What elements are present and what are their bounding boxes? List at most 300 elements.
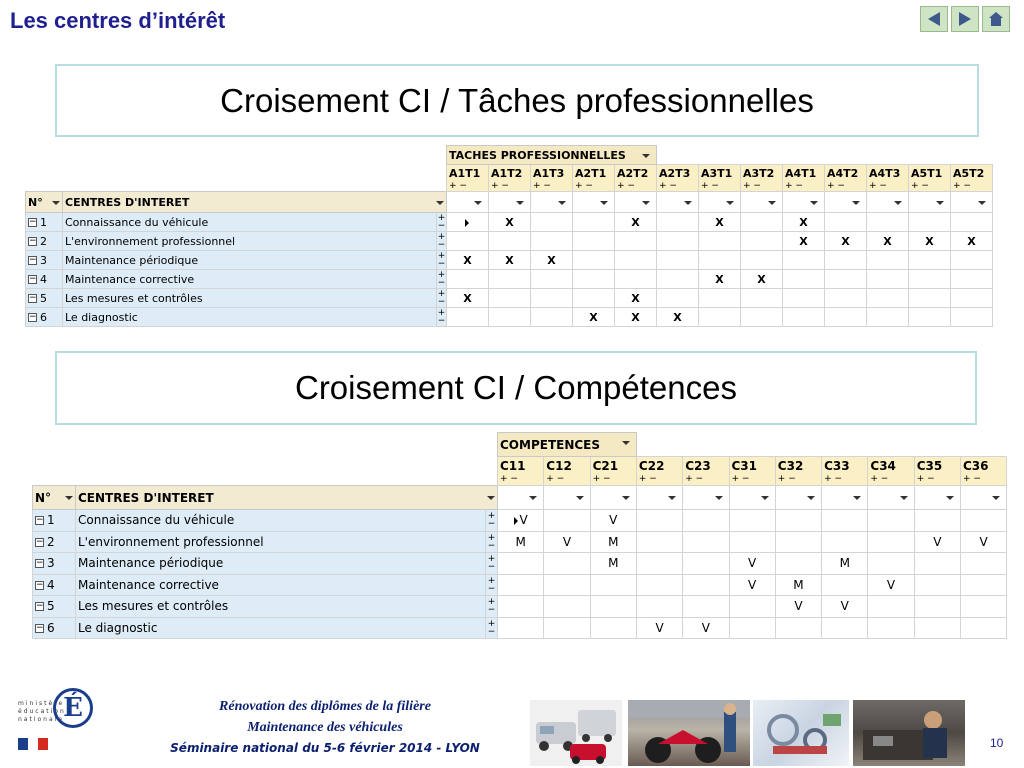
column-code: A1T1 [447,165,489,182]
table-cell[interactable] [783,213,825,232]
table-cell[interactable] [822,553,868,575]
table-cell[interactable] [909,232,951,251]
expand-collapse-control[interactable]: + − [544,475,590,486]
collapse-icon[interactable]: − [36,558,44,569]
row-expand-collapse-control[interactable]: + − [437,232,446,250]
centres-header[interactable] [63,192,447,213]
column-filter-dropdown[interactable] [909,192,951,213]
column-code: A1T3 [531,165,573,182]
column-code: C21 [590,457,636,475]
column-filter-dropdown[interactable] [636,486,682,510]
column-code: C35 [914,457,960,475]
workshop-motorcycle-photo [628,700,750,766]
table-cell[interactable] [825,308,867,327]
table-cell[interactable] [544,596,590,618]
table-cell[interactable] [544,574,590,596]
column-filter-dropdown[interactable] [699,192,741,213]
expand-collapse-control[interactable]: + − [699,182,741,192]
column-filter-dropdown[interactable] [590,486,636,510]
number-header-label: N° [35,490,52,505]
row-number: 5 [40,291,47,305]
table-cell[interactable] [590,510,636,532]
column-filter-dropdown[interactable] [868,486,914,510]
table-cell[interactable] [657,289,699,308]
column-filter-dropdown[interactable] [729,486,775,510]
table-cell[interactable] [636,510,682,532]
table-cell[interactable] [699,251,741,270]
cell-value: M [608,534,619,549]
row-label: Connaissance du véhicule [63,213,437,232]
table-cell[interactable] [683,531,729,553]
row-number: 2 [40,234,47,248]
table-cell[interactable] [573,232,615,251]
table-cell[interactable] [699,213,741,232]
table-cell[interactable] [822,510,868,532]
table-cell[interactable] [914,596,960,618]
column-filter-dropdown[interactable] [914,486,960,510]
table-cell[interactable] [783,289,825,308]
expand-collapse-control[interactable]: + − [531,182,573,192]
row-number: 3 [47,556,55,571]
table-cell[interactable] [868,553,914,575]
logo-e-icon: É [53,688,93,728]
footer-line-3: Séminaire national du 5-6 février 2014 - LYON [170,741,480,755]
row-number-cell [33,553,76,575]
column-filter-dropdown[interactable] [960,486,1006,510]
table-cell[interactable] [822,617,868,639]
table-cell[interactable] [775,596,821,618]
table-cell[interactable] [590,531,636,553]
table-cell[interactable] [531,270,573,289]
table-cell[interactable] [489,270,531,289]
expand-collapse-control[interactable]: + − [914,475,960,486]
row-label: L'environnement professionnel [63,232,437,251]
row-number: 3 [40,253,47,267]
table-cell[interactable] [951,232,993,251]
cell-value: X [799,234,808,248]
table-cell[interactable] [573,213,615,232]
table-cell[interactable] [775,531,821,553]
row-number: 4 [47,577,55,592]
row-label: Connaissance du véhicule [76,510,486,532]
column-filter-dropdown[interactable] [867,192,909,213]
row-expand-collapse-control[interactable]: + − [486,574,498,596]
expand-collapse-control[interactable]: + − [960,475,1006,486]
table-cell[interactable] [498,617,544,639]
dropdown-arrow-icon [622,496,630,500]
column-filter-dropdown[interactable] [498,486,544,510]
table-cell[interactable] [951,251,993,270]
table-cell[interactable] [909,213,951,232]
table-cell[interactable] [960,553,1006,575]
dropdown-arrow-icon [715,496,723,500]
table-cell[interactable] [657,251,699,270]
table-cell[interactable] [447,232,489,251]
table-cell[interactable] [590,617,636,639]
table-cell[interactable] [489,213,531,232]
expand-collapse-control[interactable]: + − [573,182,615,192]
table-cell[interactable] [909,289,951,308]
row-expand-collapse-control[interactable]: + − [486,510,498,532]
column-filter-dropdown[interactable] [825,192,867,213]
table-cell[interactable] [914,553,960,575]
row-number: 1 [47,513,55,528]
vehicles-photo [530,700,622,766]
table-cell[interactable] [729,510,775,532]
table-cell[interactable] [909,308,951,327]
previous-slide-button[interactable] [920,6,948,32]
table-cell[interactable] [498,510,544,532]
cell-value: V [562,534,572,549]
table-cell[interactable] [573,289,615,308]
row-expand-collapse-control[interactable]: + − [437,251,446,269]
row-number-cell [26,289,63,308]
column-code: A5T1 [909,165,951,182]
expand-collapse-control[interactable]: + − [657,182,699,192]
table-cell[interactable] [783,308,825,327]
table-cell[interactable] [447,289,489,308]
expand-collapse-control[interactable]: + − [683,475,729,486]
cell-value: X [673,310,682,324]
table-cell[interactable] [914,531,960,553]
column-filter-dropdown[interactable] [531,192,573,213]
table-cell[interactable] [544,553,590,575]
centres-header[interactable] [76,486,498,510]
table-cell[interactable] [867,251,909,270]
dropdown-arrow-icon [487,496,495,500]
header-blank [657,146,993,165]
selection-marker-icon [514,517,518,525]
table-cell[interactable] [657,213,699,232]
expand-collapse-control[interactable]: + − [783,182,825,192]
table-cell[interactable] [729,531,775,553]
table-cell[interactable] [775,553,821,575]
column-code: A4T1 [783,165,825,182]
table-cell[interactable] [825,232,867,251]
next-slide-button[interactable] [951,6,979,32]
table-cell[interactable] [741,308,783,327]
table-cell[interactable] [729,574,775,596]
column-filter-dropdown[interactable] [741,192,783,213]
table-cell[interactable] [489,289,531,308]
collapse-icon[interactable]: − [29,312,37,322]
table-cell[interactable] [867,308,909,327]
collapse-icon[interactable]: − [29,274,37,284]
table-cell[interactable] [960,531,1006,553]
table-cell[interactable] [783,232,825,251]
row-number: 5 [47,599,55,614]
table-cell[interactable] [615,213,657,232]
table-cell[interactable] [741,289,783,308]
table-cell[interactable] [531,213,573,232]
table-cell[interactable] [822,531,868,553]
table-cell[interactable] [951,289,993,308]
table-cell[interactable] [783,251,825,270]
table-cell[interactable] [741,251,783,270]
table-cell[interactable] [489,308,531,327]
cell-value: V [933,534,942,549]
table-cell[interactable] [909,270,951,289]
row-label: Le diagnostic [76,617,486,639]
table-cell[interactable] [531,251,573,270]
row-number-cell [33,574,76,596]
table-cell[interactable] [867,213,909,232]
column-filter-dropdown[interactable] [822,486,868,510]
table-cell[interactable] [615,270,657,289]
table-cell[interactable] [867,270,909,289]
dropdown-arrow-icon [946,496,954,500]
collapse-icon[interactable]: − [36,601,44,612]
row-number: 2 [47,534,55,549]
expand-collapse-control[interactable]: + − [909,182,951,192]
cell-value: M [515,534,526,549]
row-expand-collapse-control[interactable]: + − [437,308,446,326]
table-cell[interactable] [960,510,1006,532]
selection-marker-icon [465,219,469,227]
table-cell[interactable] [683,596,729,618]
table-cell[interactable] [498,574,544,596]
table-cell[interactable] [699,232,741,251]
column-group-header[interactable] [447,146,657,165]
table-cell[interactable] [868,617,914,639]
column-filter-dropdown[interactable] [657,192,699,213]
table-cell[interactable] [498,531,544,553]
table-cell[interactable] [636,553,682,575]
column-filter-dropdown[interactable] [544,486,590,510]
table-cell[interactable] [636,617,682,639]
row-number-cell [26,270,63,289]
row-expand-collapse-control[interactable]: + − [437,270,446,288]
table-cell[interactable] [636,596,682,618]
table-cell[interactable] [573,308,615,327]
table-cell[interactable] [615,289,657,308]
row-expand-collapse-control[interactable]: + − [486,617,498,639]
row-number-cell [33,510,76,532]
table-cell[interactable] [914,617,960,639]
table-cell[interactable] [498,553,544,575]
table-cell[interactable] [825,213,867,232]
table-cell[interactable] [657,270,699,289]
table-cell[interactable] [960,596,1006,618]
row-label: Le diagnostic [63,308,437,327]
table-cell[interactable] [951,270,993,289]
expand-collapse-control[interactable]: + − [868,475,914,486]
number-header[interactable] [26,192,63,213]
corner-blank [33,433,498,457]
cell-value: V [794,599,803,614]
column-code: C23 [683,457,729,475]
table-cell[interactable] [683,617,729,639]
table-cell[interactable] [531,232,573,251]
column-filter-dropdown[interactable] [683,486,729,510]
home-button[interactable] [982,6,1010,32]
table-row [26,308,993,327]
cell-value: V [655,620,664,635]
table-cell[interactable] [741,213,783,232]
expand-collapse-control[interactable]: + − [636,475,682,486]
table-cell[interactable] [775,617,821,639]
table-cell[interactable] [447,308,489,327]
column-code: A1T2 [489,165,531,182]
collapse-icon[interactable]: − [36,515,44,526]
column-filter-dropdown[interactable] [573,192,615,213]
table-cell[interactable] [960,574,1006,596]
table-cell[interactable] [636,531,682,553]
table-cell[interactable] [615,308,657,327]
table-cell[interactable] [573,270,615,289]
dropdown-arrow-icon [52,201,60,205]
table-cell[interactable] [590,596,636,618]
table-cell[interactable] [909,251,951,270]
table-cell[interactable] [683,553,729,575]
cell-value: X [547,253,556,267]
table-cell[interactable] [544,531,590,553]
table-cell[interactable] [489,232,531,251]
table-cell[interactable] [868,574,914,596]
row-expand-collapse-control[interactable]: + − [486,596,498,618]
collapse-icon[interactable]: − [36,536,44,547]
number-header[interactable] [33,486,76,510]
table-cell[interactable] [867,232,909,251]
table-cell[interactable] [615,232,657,251]
table-cell[interactable] [775,510,821,532]
table-cell[interactable] [868,596,914,618]
table-cell[interactable] [729,596,775,618]
table-cell[interactable] [960,617,1006,639]
table-cell[interactable] [573,251,615,270]
dropdown-arrow-icon [684,201,692,205]
table-cell[interactable] [951,213,993,232]
cell-value: X [631,291,640,305]
table-cell[interactable] [657,308,699,327]
expand-collapse-control[interactable]: + − [498,475,544,486]
table-cell[interactable] [741,232,783,251]
table-cell[interactable] [822,574,868,596]
table-cell[interactable] [825,289,867,308]
table-cell[interactable] [498,596,544,618]
table-cell[interactable] [544,510,590,532]
expand-collapse-control[interactable]: + − [951,182,993,192]
column-filter-dropdown[interactable] [615,192,657,213]
collapse-icon[interactable]: − [29,217,37,227]
table-cell[interactable] [699,308,741,327]
table-cell[interactable] [590,574,636,596]
collapse-icon[interactable]: − [36,579,44,590]
table-cell[interactable] [657,232,699,251]
collapse-icon[interactable]: − [29,293,37,303]
table-cell[interactable] [783,270,825,289]
table-cell[interactable] [489,251,531,270]
table-cell[interactable] [867,289,909,308]
cell-value: X [505,215,514,229]
expand-collapse-control[interactable]: + − [447,182,489,192]
row-label: Maintenance périodique [63,251,437,270]
table-cell[interactable] [544,617,590,639]
cell-value: V [701,620,710,635]
expand-collapse-control[interactable]: + − [590,475,636,486]
table-cell[interactable] [699,289,741,308]
table-cell[interactable] [775,574,821,596]
expand-collapse-control[interactable]: + − [825,182,867,192]
triangle-left-icon [928,12,940,26]
expand-collapse-control[interactable]: + − [615,182,657,192]
table-cell[interactable] [447,270,489,289]
table-row [33,531,1007,553]
row-expand-collapse-control[interactable]: + − [437,213,446,231]
row-number-cell [33,617,76,639]
table-cell[interactable] [914,574,960,596]
table-cell[interactable] [447,213,489,232]
table-row [33,553,1007,575]
expand-collapse-control[interactable]: + − [489,182,531,192]
collapse-icon[interactable]: − [36,622,44,633]
table-row [26,213,993,232]
expand-collapse-control[interactable]: + − [867,182,909,192]
expand-collapse-control[interactable]: + − [729,475,775,486]
expand-collapse-control[interactable]: + − [822,475,868,486]
expand-collapse-control[interactable]: + − [741,182,783,192]
cell-value: X [799,215,808,229]
table-cell[interactable] [825,270,867,289]
collapse-icon[interactable]: − [29,236,37,246]
column-group-header[interactable] [498,433,637,457]
column-filter-dropdown[interactable] [489,192,531,213]
ministry-logo [15,680,95,760]
row-expand-collapse-control[interactable]: + − [486,531,498,553]
row-expand-collapse-control[interactable]: + − [437,289,446,307]
page-number: 10 [990,736,1004,750]
collapse-icon[interactable]: − [29,255,37,265]
table-cell[interactable] [868,510,914,532]
table-cell[interactable] [822,596,868,618]
column-filter-dropdown[interactable] [775,486,821,510]
column-filter-dropdown[interactable] [447,192,489,213]
dropdown-arrow-icon [852,201,860,205]
table-cell[interactable] [729,617,775,639]
column-filter-dropdown[interactable] [951,192,993,213]
number-header-label: N° [28,195,43,209]
section-title-competences: Croisement CI / Compétences [55,351,977,425]
table-cell[interactable] [531,289,573,308]
table-cell[interactable] [741,270,783,289]
table-cell[interactable] [531,308,573,327]
centres-header-label: CENTRES D'INTERET [65,195,190,209]
corner-blank [33,457,498,475]
table-cell[interactable] [447,251,489,270]
table-cell[interactable] [615,251,657,270]
table-cell[interactable] [914,510,960,532]
corner-blank [26,165,447,182]
column-code: A3T1 [699,165,741,182]
row-number: 1 [40,215,47,229]
table-cell[interactable] [825,251,867,270]
column-code: C12 [544,457,590,475]
column-filter-dropdown[interactable] [783,192,825,213]
table-cell[interactable] [951,308,993,327]
table-cell[interactable] [590,553,636,575]
logo-line-1: ministère [18,700,65,707]
table-cell[interactable] [868,531,914,553]
table-cell[interactable] [729,553,775,575]
row-expand-collapse-control[interactable]: + − [486,553,498,575]
table-cell[interactable] [683,510,729,532]
dropdown-arrow-icon [992,496,1000,500]
table-cell[interactable] [636,574,682,596]
dropdown-arrow-icon [576,496,584,500]
expand-collapse-control[interactable]: + − [775,475,821,486]
table-cell[interactable] [683,574,729,596]
table-cell[interactable] [699,270,741,289]
